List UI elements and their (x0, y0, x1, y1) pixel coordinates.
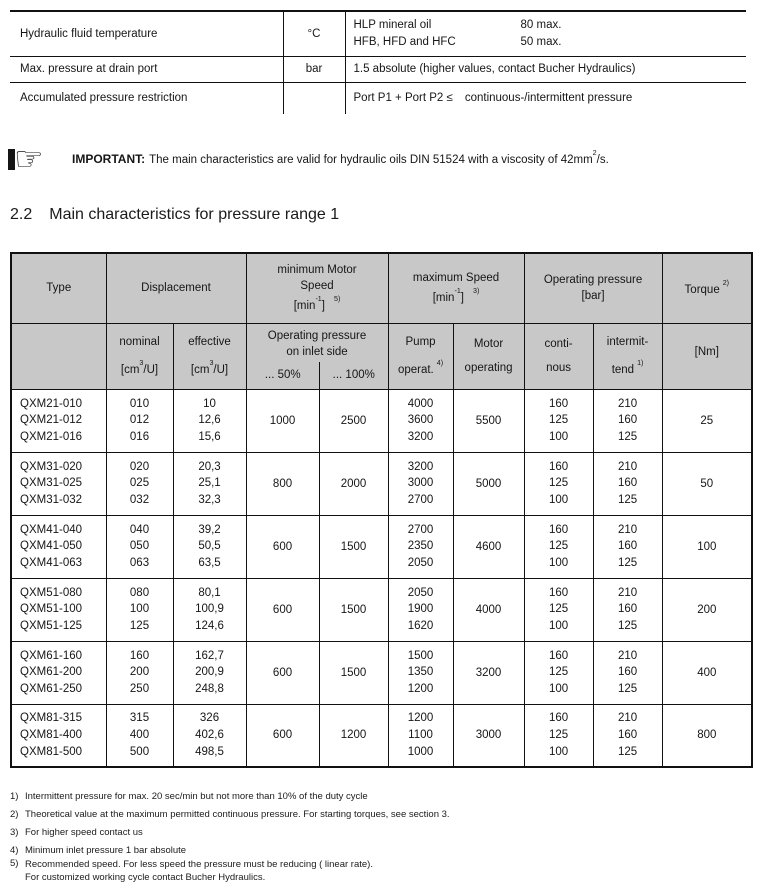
footnote-line: For customized working cycle contact Bucher Hydraulics. (25, 872, 266, 883)
type-value: QXM21-016 (20, 430, 83, 443)
nominal-value: 032 (129, 493, 150, 506)
type-cell (11, 704, 106, 767)
effective-value: 25,1 (198, 477, 221, 490)
footnote-1 (10, 791, 762, 802)
pump-speed-value: 2700 (407, 523, 434, 536)
intermit-word: tend (611, 363, 635, 376)
fluid-name: HLP mineral oil (353, 18, 432, 31)
continuous-pressure-cell (524, 641, 593, 704)
header-row-1 (11, 253, 752, 323)
min-speed-100-cell: 1500 (319, 515, 388, 578)
footnote-line: Recommended speed. For less speed the pressure must be reducing ( linear rate). (25, 859, 373, 870)
subheader-inlet-pressure (246, 323, 388, 389)
effective-cell (173, 389, 246, 452)
footnote-text: Minimum inlet pressure 1 bar absolute (25, 845, 187, 856)
effective-value: 10 (203, 397, 216, 410)
footnote-text: For higher speed contact us (25, 827, 143, 838)
nominal-value: 025 (129, 477, 150, 490)
conti-line1: conti- (544, 338, 573, 350)
spec-unit (283, 82, 345, 114)
spec-value (345, 11, 746, 56)
spec-label: Accumulated pressure restriction (20, 92, 188, 105)
nominal-value: 500 (129, 745, 150, 758)
spec-label: Max. pressure at drain port (10, 56, 283, 82)
subheader-pump-operation (388, 323, 453, 389)
footnote-marker: 3) (10, 827, 19, 838)
intermit-value: 125 (617, 556, 638, 569)
min-speed-line1: minimum Motor (277, 264, 357, 277)
intermittent-pressure-cell (593, 452, 662, 515)
intermit-value: 160 (617, 728, 638, 741)
pump-speed-cell (388, 578, 453, 641)
min-speed-50-cell: 600 (246, 578, 319, 641)
motor-speed-cell: 4600 (453, 515, 524, 578)
subheader-motor-operating (453, 323, 524, 389)
pump-speed-value: 1100 (408, 728, 433, 741)
min-speed-50-cell: 600 (246, 704, 319, 767)
pump-line1: Pump (405, 336, 436, 349)
pump-speed-cell (388, 452, 453, 515)
intermit-value: 160 (617, 477, 638, 490)
table-row-group-qxm41 (11, 515, 752, 578)
min-speed-100-cell: 2000 (319, 452, 388, 515)
intermit-value: 210 (617, 586, 638, 599)
spec-unit: °C (283, 11, 345, 56)
footnote-marker: 5) (10, 858, 19, 869)
pump-speed-value: 2050 (407, 556, 434, 569)
unit-post: /U] (143, 363, 159, 376)
unit-pre: [cm (120, 363, 140, 376)
inlet-pressure-split (247, 362, 388, 389)
footnote-5 (10, 858, 762, 884)
conti-value: 160 (548, 397, 569, 410)
torque-cell: 25 (662, 389, 752, 452)
torque-cell: 100 (662, 515, 752, 578)
main-characteristics-table (10, 252, 753, 768)
min-speed-50-cell: 600 (246, 515, 319, 578)
conti-value: 125 (548, 666, 569, 679)
effective-cell (173, 578, 246, 641)
unit-post: ] (321, 300, 325, 313)
motor-line2: operating (464, 362, 513, 374)
pump-speed-value: 3200 (407, 460, 434, 473)
col-header-max-speed (388, 253, 524, 323)
note-label: IMPORTANT: (72, 152, 146, 166)
type-cell (11, 389, 106, 452)
conti-value: 100 (548, 745, 569, 758)
nominal-cell (106, 389, 173, 452)
type-cell (11, 641, 106, 704)
effective-value: 326 (199, 712, 220, 725)
nominal-cell (106, 452, 173, 515)
intermit-value: 160 (617, 540, 638, 553)
conti-value: 100 (548, 430, 569, 443)
pump-speed-value: 3200 (407, 430, 434, 443)
continuous-pressure-cell (524, 389, 593, 452)
type-value: QXM21-010 (20, 397, 83, 410)
type-value: QXM21-012 (20, 414, 83, 427)
conti-value: 100 (548, 556, 569, 569)
nominal-value: 250 (129, 682, 150, 695)
min-speed-100-cell: 1500 (319, 578, 388, 641)
pump-speed-cell (388, 515, 453, 578)
min-speed-50-cell: 1000 (246, 389, 319, 452)
intermit-line1: intermit- (606, 336, 649, 349)
min-speed-100-cell: 1200 (319, 704, 388, 767)
type-value: QXM31-020 (20, 460, 83, 473)
fluid-pair (354, 17, 747, 34)
min-speed-100-cell: 1500 (319, 641, 388, 704)
pointing-hand-icon (8, 141, 60, 177)
type-value: QXM31-025 (20, 477, 83, 490)
subheader-effective (173, 323, 246, 389)
restriction-formula: Port P1 + Port P2 ≤ (353, 92, 453, 105)
nominal-value: 012 (129, 414, 150, 427)
type-value: QXM81-400 (20, 728, 83, 741)
nominal-value: 100 (129, 603, 150, 616)
op-pressure-line1: Operating pressure (543, 274, 643, 287)
intermit-value: 125 (617, 493, 638, 506)
continuous-pressure-cell (524, 515, 593, 578)
torque-cell: 200 (662, 578, 752, 641)
pump-speed-cell (388, 704, 453, 767)
table-row-group-qxm61 (11, 641, 752, 704)
col-header-torque (662, 253, 752, 323)
unit-sup: 3 (209, 358, 214, 367)
type-value: QXM61-160 (20, 649, 83, 662)
type-value: QXM81-315 (20, 712, 83, 725)
footnote-text (25, 858, 373, 884)
subheader-nominal (106, 323, 173, 389)
spec-row-fluid-temperature (10, 11, 746, 56)
torque-cell: 400 (662, 641, 752, 704)
nominal-unit (107, 354, 173, 382)
spec-row-pressure-restriction (10, 82, 746, 114)
conti-value: 160 (548, 649, 569, 662)
intermit-value: 125 (617, 430, 638, 443)
col-header-type: Type (11, 253, 106, 323)
type-cell (11, 452, 106, 515)
type-value: QXM51-080 (20, 586, 83, 599)
footnote-marker: 4) (10, 845, 19, 856)
nominal-value: 010 (129, 397, 150, 410)
effective-cell (173, 704, 246, 767)
subheader-100pct: ... 100% (319, 362, 388, 389)
intermit-value: 160 (617, 666, 638, 679)
motor-line1: Motor (473, 338, 504, 350)
intermit-value: 210 (617, 523, 638, 536)
subheader-continuous (524, 323, 593, 389)
intermit-value: 210 (617, 649, 638, 662)
footnote-text: Intermittent pressure for max. 20 sec/min but not more than 10% of the duty cycle (25, 791, 368, 802)
empty-header-cell (11, 323, 106, 389)
nominal-value: 400 (129, 728, 150, 741)
pump-word: operat. (397, 363, 434, 376)
note-text (72, 148, 609, 166)
type-value: QXM51-125 (20, 619, 83, 632)
max-speed-line1: maximum Speed (412, 272, 500, 285)
note-sup: 2 (592, 148, 597, 157)
table-row-group-qxm51 (11, 578, 752, 641)
inlet-line1: Operating pressure (267, 329, 367, 342)
nominal-value: 016 (129, 430, 150, 443)
type-cell (11, 578, 106, 641)
min-speed-50-cell: 600 (246, 641, 319, 704)
pump-speed-value: 3600 (407, 414, 434, 427)
conti-value: 125 (548, 728, 569, 741)
hand-glyph: ☞ (14, 139, 44, 178)
unit-sup: -1 (454, 287, 461, 296)
nominal-value: 080 (129, 586, 150, 599)
effective-value: 50,5 (198, 540, 221, 553)
unit-sup: 3 (139, 358, 144, 367)
pump-speed-value: 4000 (407, 397, 434, 410)
nominal-label: nominal (119, 336, 160, 349)
pump-speed-value: 3000 (407, 477, 434, 490)
unit-pre: [min (293, 300, 316, 313)
type-value: QXM61-250 (20, 682, 83, 695)
effective-value: 248,8 (195, 682, 224, 695)
table-row-group-qxm21 (11, 389, 752, 452)
nominal-cell (106, 578, 173, 641)
effective-value: 498,5 (195, 745, 224, 758)
pump-speed-value: 1350 (407, 666, 434, 679)
torque-cell: 800 (662, 704, 752, 767)
effective-cell (173, 641, 246, 704)
torque-cell: 50 (662, 452, 752, 515)
effective-value: 402,6 (195, 728, 224, 741)
conti-value: 160 (548, 712, 569, 725)
torque-label: Torque (684, 284, 720, 297)
intermit-value: 210 (617, 397, 638, 410)
effective-value: 12,6 (198, 414, 221, 427)
section-number: 2.2 (10, 206, 33, 223)
min-speed-line2: Speed (300, 280, 334, 293)
general-specs-table (10, 10, 746, 114)
type-value: QXM81-500 (20, 745, 83, 758)
inlet-pressure-caption (247, 324, 388, 362)
intermit-value: 210 (617, 460, 638, 473)
intermittent-pressure-cell (593, 704, 662, 767)
intermittent-pressure-cell (593, 578, 662, 641)
col-header-displacement: Displacement (106, 253, 246, 323)
type-value: QXM41-050 (20, 540, 83, 553)
nominal-value: 063 (129, 556, 150, 569)
footnote-marker: 2) (10, 809, 19, 820)
footnote-4 (10, 845, 762, 856)
pump-speed-value: 1620 (407, 619, 434, 632)
conti-value: 125 (548, 414, 569, 427)
conti-line2: nous (546, 362, 572, 374)
conti-value: 160 (548, 523, 569, 536)
continuous-pressure-cell (524, 452, 593, 515)
footnote-text: Theoretical value at the maximum permitted continuous pressure. For starting torques, see section 3. (25, 809, 450, 820)
nominal-value: 160 (129, 649, 150, 662)
footnote-ref: 2) (722, 279, 730, 288)
footnote-ref: 3) (473, 287, 480, 296)
col-header-min-speed (246, 253, 388, 323)
max-speed-unit (389, 286, 524, 306)
nominal-cell (106, 515, 173, 578)
effective-cell (173, 452, 246, 515)
conti-value: 100 (548, 493, 569, 506)
subheader-intermittent (593, 323, 662, 389)
conti-value: 125 (548, 603, 569, 616)
motor-speed-cell: 5000 (453, 452, 524, 515)
nominal-value: 315 (129, 712, 150, 725)
conti-value: 100 (548, 682, 569, 695)
pump-speed-cell (388, 641, 453, 704)
motor-speed-cell: 3200 (453, 641, 524, 704)
section-heading (10, 206, 762, 224)
effective-value: 63,5 (198, 556, 221, 569)
intermit-value: 210 (617, 712, 638, 725)
effective-value: 32,3 (198, 493, 221, 506)
fluid-limit: 80 max. (520, 18, 562, 31)
spec-unit: bar (283, 56, 345, 82)
effective-value: 20,3 (198, 460, 221, 473)
table-header (11, 253, 752, 389)
type-value: QXM61-200 (20, 666, 83, 679)
table-row-group-qxm31 (11, 452, 752, 515)
effective-value: 80,1 (198, 586, 221, 599)
pump-speed-value: 2700 (407, 493, 434, 506)
footnote-ref: 4) (436, 358, 444, 367)
spec-row-drain-pressure (10, 56, 746, 82)
intermit-value: 160 (617, 414, 638, 427)
effective-value: 162,7 (195, 649, 224, 662)
type-value: QXM41-063 (20, 556, 83, 569)
motor-speed-cell: 4000 (453, 578, 524, 641)
nominal-cell (106, 704, 173, 767)
effective-cell (173, 515, 246, 578)
pump-speed-value: 1500 (407, 649, 434, 662)
nominal-value: 050 (129, 540, 150, 553)
intermittent-pressure-cell (593, 641, 662, 704)
effective-unit (174, 354, 246, 382)
pump-speed-value: 1900 (407, 603, 434, 616)
nominal-value: 020 (129, 460, 150, 473)
nominal-value: 040 (129, 523, 150, 536)
nominal-cell (106, 641, 173, 704)
type-value: QXM41-040 (20, 523, 83, 536)
spec-label: Hydraulic fluid temperature (10, 11, 283, 56)
fluid-pair (354, 34, 747, 51)
pump-line2 (389, 354, 453, 382)
fluid-limit: 50 max. (520, 35, 562, 48)
intermittent-pressure-cell (593, 515, 662, 578)
col-header-operating-pressure (524, 253, 662, 323)
conti-value: 125 (548, 477, 569, 490)
subheader-50pct: ... 50% (264, 369, 301, 381)
unit-pre: [cm (190, 363, 210, 376)
unit-sup: -1 (315, 295, 322, 304)
subheader-torque-unit: [Nm] (662, 323, 752, 389)
pump-speed-value: 1000 (407, 745, 434, 758)
inlet-line2: on inlet side (286, 345, 348, 358)
intermittent-pressure-cell (593, 389, 662, 452)
pump-speed-cell (388, 389, 453, 452)
conti-value: 160 (548, 460, 569, 473)
nominal-value: 125 (129, 619, 150, 632)
footnotes (10, 791, 762, 884)
effective-value: 200,9 (195, 666, 224, 679)
effective-value: 15,6 (198, 430, 221, 443)
type-value: QXM31-032 (20, 493, 83, 506)
intermit-value: 160 (617, 603, 638, 616)
intermit-value: 125 (617, 682, 638, 695)
unit-pre: [min (432, 292, 455, 305)
type-cell (11, 515, 106, 578)
spec-value (345, 82, 746, 114)
effective-label: effective (188, 336, 231, 349)
motor-speed-cell: 3000 (453, 704, 524, 767)
continuous-pressure-cell (524, 578, 593, 641)
pump-speed-value: 1200 (407, 682, 434, 695)
note-body: The main characteristics are valid for hydraulic oils DIN 51524 with a viscosity of 42mm (149, 154, 593, 166)
pump-speed-value: 1200 (407, 712, 434, 725)
effective-value: 39,2 (198, 523, 221, 536)
table-row-group-qxm81 (11, 704, 752, 767)
important-note (8, 139, 762, 179)
spec-value: 1.5 absolute (higher values, contact Bucher Hydraulics) (345, 56, 746, 82)
intermit-value: 125 (617, 745, 638, 758)
footnote-3 (10, 827, 762, 838)
intermit-line2 (594, 354, 662, 382)
continuous-pressure-cell (524, 704, 593, 767)
effective-value: 100,9 (195, 603, 224, 616)
footnote-ref: 5) (333, 295, 341, 304)
min-speed-50-cell: 800 (246, 452, 319, 515)
header-row-2 (11, 323, 752, 389)
restriction-condition: continuous-/intermittent pressure (464, 92, 633, 105)
fluid-name: HFB, HFD and HFC (353, 35, 456, 48)
conti-value: 100 (548, 619, 569, 632)
note-body-end: /s. (596, 154, 609, 166)
unit-post: /U] (213, 363, 229, 376)
min-speed-100-cell: 2500 (319, 389, 388, 452)
conti-value: 125 (548, 540, 569, 553)
type-value: QXM51-100 (20, 603, 83, 616)
footnote-marker: 1) (10, 791, 19, 802)
section-title: Main characteristics for pressure range 1 (49, 206, 340, 223)
nominal-value: 200 (129, 666, 150, 679)
op-pressure-unit: [bar] (581, 290, 605, 303)
min-speed-unit (247, 294, 388, 314)
pump-speed-value: 2050 (407, 586, 434, 599)
unit-post: ] (460, 292, 464, 305)
datasheet-page (0, 10, 762, 885)
effective-value: 124,6 (195, 619, 224, 632)
pump-speed-value: 2350 (407, 540, 434, 553)
conti-value: 160 (548, 586, 569, 599)
intermit-value: 125 (617, 619, 638, 632)
footnote-2 (10, 809, 762, 820)
motor-speed-cell: 5500 (453, 389, 524, 452)
footnote-ref: 1) (637, 358, 644, 367)
